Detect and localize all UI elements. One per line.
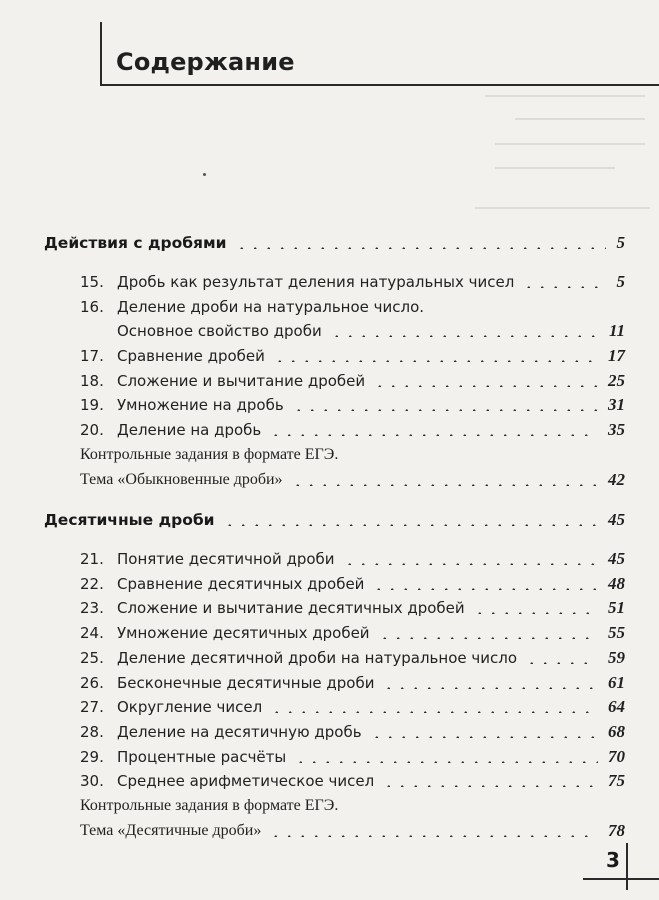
entry-title: Сложение и вычитание десятичных дробей (117, 599, 465, 617)
dot-leader (525, 662, 598, 664)
entry-title: Бесконечные десятичные дроби (117, 674, 375, 692)
entry-page-number: 42 (608, 470, 625, 489)
toc-entry-row[interactable] (0, 596, 659, 620)
toc-entry-row[interactable] (0, 646, 659, 670)
entry-number: 23. (80, 599, 104, 617)
dot-leader (292, 409, 598, 411)
entry-title: Процентные расчёты (117, 748, 287, 766)
toc-entry-row[interactable] (0, 572, 659, 596)
page-number: 3 (606, 848, 620, 872)
entry-page-number: 70 (608, 747, 625, 766)
entry-page-number: 45 (608, 549, 625, 568)
toc-entry-row[interactable] (0, 418, 659, 442)
entry-title: Среднее арифметическое чисел (117, 772, 375, 790)
exam-tasks-row[interactable] (0, 468, 659, 492)
toc-entry-row[interactable] (0, 393, 659, 417)
dot-leader (273, 360, 598, 362)
section-title: Действия с дробями (44, 234, 227, 252)
dot-leader (270, 711, 598, 713)
entry-number: 27. (80, 698, 104, 716)
section-title: Десятичные дроби (44, 511, 215, 529)
dot-leader (291, 484, 598, 486)
section-heading-row[interactable] (0, 231, 659, 255)
dot-leader (372, 588, 598, 590)
exam-tasks-row[interactable] (0, 819, 659, 843)
dot-leader (343, 563, 598, 565)
entry-number: 26. (80, 674, 104, 692)
entry-title: Деление на дробь (117, 421, 262, 439)
entry-number: 21. (80, 550, 104, 568)
entry-number: 15. (80, 273, 104, 291)
exam-tasks-row[interactable] (0, 794, 659, 818)
entry-title: Деление дроби на натуральное число. (117, 298, 425, 316)
entry-page-number: 75 (608, 771, 625, 790)
section-page-number: 5 (616, 233, 625, 252)
dot-leader (378, 637, 598, 639)
entry-page-number: 48 (608, 574, 625, 593)
exam-tasks-row[interactable] (0, 443, 659, 467)
exam-tasks-title: Контрольные задания в формате ЕГЭ. (80, 446, 339, 463)
toc-entry-row[interactable] (0, 270, 659, 294)
paper-speck (203, 173, 206, 176)
header-vertical-rule (100, 22, 102, 84)
dot-leader (370, 736, 598, 738)
entry-number: 22. (80, 575, 104, 593)
dot-leader (269, 434, 598, 436)
entry-number: 17. (80, 347, 104, 365)
entry-title: Деление десятичной дроби на натуральное число (117, 649, 517, 667)
entry-number: 18. (80, 372, 104, 390)
entry-number: 24. (80, 624, 104, 642)
entry-number: 19. (80, 396, 104, 414)
entry-page-number: 78 (608, 821, 625, 840)
entry-title: Округление чисел (117, 698, 263, 716)
entry-number: 20. (80, 421, 104, 439)
entry-page-number: 59 (608, 648, 625, 667)
entry-page-number: 68 (608, 722, 625, 741)
toc-entry-row[interactable] (0, 547, 659, 571)
entry-title: Понятие десятичной дроби (117, 550, 335, 568)
dot-leader (473, 612, 598, 614)
entry-title: Сложение и вычитание дробей (117, 372, 366, 390)
dot-leader (235, 247, 606, 249)
dot-leader (223, 524, 598, 526)
entry-title: Основное свойство дроби (117, 322, 322, 340)
dot-leader (269, 835, 598, 837)
entry-page-number: 55 (608, 623, 625, 642)
entry-page-number: 31 (608, 395, 625, 414)
entry-title: Умножение на дробь (117, 396, 284, 414)
entry-page-number: 35 (608, 420, 625, 439)
toc-entry-row[interactable] (0, 369, 659, 393)
toc-entry-row[interactable] (0, 319, 659, 343)
toc-entry-row[interactable] (0, 671, 659, 695)
entry-number: 16. (80, 298, 104, 316)
dot-leader (294, 761, 598, 763)
folio-horizontal-rule (583, 878, 659, 880)
entry-page-number: 51 (608, 598, 625, 617)
entry-number: 28. (80, 723, 104, 741)
exam-tasks-title: Контрольные задания в формате ЕГЭ. (80, 797, 339, 814)
entry-title: Деление на десятичную дробь (117, 723, 362, 741)
dot-leader (382, 687, 598, 689)
toc-entry-row[interactable] (0, 295, 659, 319)
exam-tasks-title: Тема «Обыкновенные дроби» (80, 471, 283, 488)
toc-entry-row[interactable] (0, 769, 659, 793)
entry-title: Сравнение десятичных дробей (117, 575, 365, 593)
section-page-number: 45 (608, 510, 625, 529)
entry-title: Дробь как результат деления натуральных чисел (117, 273, 515, 291)
entry-page-number: 64 (608, 697, 625, 716)
entry-page-number: 5 (616, 272, 625, 291)
toc-entry-row[interactable] (0, 745, 659, 769)
entry-page-number: 11 (608, 321, 625, 340)
entry-number: 25. (80, 649, 104, 667)
toc-entry-row[interactable] (0, 344, 659, 368)
entry-number: 30. (80, 772, 104, 790)
toc-entry-row[interactable] (0, 720, 659, 744)
entry-number: 29. (80, 748, 104, 766)
entry-title: Умножение десятичных дробей (117, 624, 370, 642)
toc-entry-row[interactable] (0, 695, 659, 719)
toc-entry-row[interactable] (0, 621, 659, 645)
exam-tasks-title: Тема «Десятичные дроби» (80, 822, 262, 839)
dot-leader (373, 385, 598, 387)
entry-page-number: 61 (608, 673, 625, 692)
dot-leader (522, 286, 606, 288)
bleed-through-shadow (475, 85, 659, 215)
section-heading-row[interactable] (0, 508, 659, 532)
entry-page-number: 25 (608, 371, 625, 390)
entry-page-number: 17 (608, 346, 625, 365)
dot-leader (330, 335, 599, 337)
folio-vertical-rule (626, 843, 628, 890)
entry-title: Сравнение дробей (117, 347, 265, 365)
page-title: Содержание (116, 48, 295, 76)
dot-leader (382, 785, 598, 787)
